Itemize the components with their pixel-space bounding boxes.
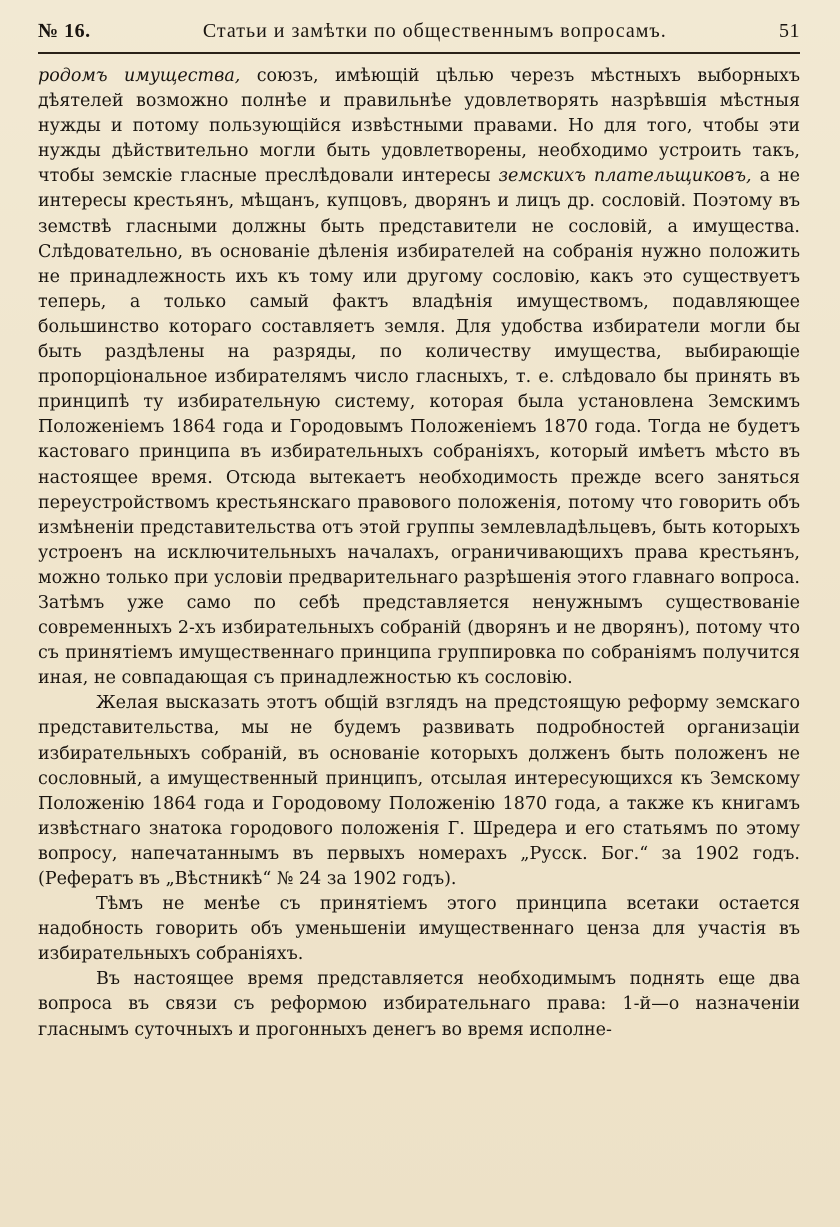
paragraph-1-text-continued: а не интересы крестьянъ, мѣщанъ, купцовъ, дворянъ и лицъ др. сословій. Поэтому въ земствѣ гласными должны быть представители не сословій, а имущества. Слѣдовательно, въ основаніе дѣленія избирателей на собранія нужно положить не принадлежность ихъ къ тому или другому сословію, какъ это существуетъ теперь, а только самый фактъ владѣнія имуществомъ, подавляющее большинство котораго составляетъ земля. Для удобства избиратели могли бы быть раздѣлены на разряды, по количеству имущества, выбирающіе пропорціональное избирателямъ число гласныхъ, т. е. слѣдовало бы принять въ принципѣ ту избирательную систему, которая была установлена Земскимъ Положеніемъ 1864 года и Городовымъ Положеніемъ 1870 года. Тогда не будетъ кастоваго принципа въ избирательныхъ собраніяхъ, который имѣетъ мѣсто въ настоящее время. Отсюда вытекаетъ необходимость прежде всего заняться переустройствомъ крестьянскаго правового положенія, потому что говорить объ измѣненіи представительства отъ этой группы землевладѣльцевъ, быть которыхъ устроенъ на исключительныхъ началахъ, ограничивающихъ права крестьянъ, можно только при условіи предварительнаго разрѣшенія этого главнаго вопроса. Затѣмъ уже само по себѣ представляется ненужнымъ существованіе современныхъ 2-хъ избирательныхъ собраній (дворянъ и не дворянъ), потому что съ принятіемъ имущественнаго принципа группировка по собраніямъ получится иная, не совпадающая съ принадлежностью къ сословію. xyxy=(38,166,800,689)
paragraph-2: Желая высказать этотъ общій взглядъ на предстоящую реформу земскаго представительства, мы не будемъ развивать подробностей организаціи избирательныхъ собраній, въ основаніе которыхъ долженъ быть положенъ не сословный, а имущественный принципъ, отсылая интересующихся къ Земскому Положенію 1864 года и Городовому Положенію 1870 года, а также къ книгамъ извѣстнаго знатока городового положенія Г. Шредера и его статьямъ по этому вопросу, напечатаннымъ въ первыхъ номерахъ „Русск. Бог.“ за 1902 годъ. (Рефератъ въ „Вѣстникѣ“ № 24 за 1902 годъ). xyxy=(38,693,800,889)
page-number: 51 xyxy=(778,20,800,42)
paragraph-1 xyxy=(38,64,800,691)
article-body xyxy=(38,64,800,1043)
paragraph-1-text: союзъ, имѣющій цѣлью черезъ мѣстныхъ выборныхъ дѣятелей возможно полнѣе и правильнѣе удовлетворять назрѣвшія мѣстныя нужды и потому пользующійся извѣстными правами. Но для того, чтобы эти нужды дѣйствительно могли быть удовлетворены, необходимо устроить такъ, чтобы земскіе гласные преслѣдовали интересы xyxy=(38,66,801,187)
section-title: Статьи и замѣтки по общественнымъ вопросамъ. xyxy=(202,20,667,42)
paragraph-4: Въ настоящее время представляется необходимымъ поднять еще два вопроса въ связи съ реформою избирательнаго права: 1-й—о назначеніи гласнымъ суточныхъ и прогонныхъ денегъ во время исполне- xyxy=(38,969,800,1040)
paragraph-1-inner-italic: земскихъ плательщиковъ, xyxy=(498,166,752,187)
header-rule xyxy=(38,52,800,54)
paragraph-3: Тѣмъ не менѣе съ принятіемъ этого принципа всетаки остается надобность говорить объ уменьшеніи имущественнаго ценза для участія въ избирательныхъ собраніяхъ. xyxy=(38,894,800,965)
running-header xyxy=(38,20,800,50)
issue-number: № 16. xyxy=(38,20,91,42)
paragraph-1-lead-italic: родомъ имущества, xyxy=(38,66,241,86)
